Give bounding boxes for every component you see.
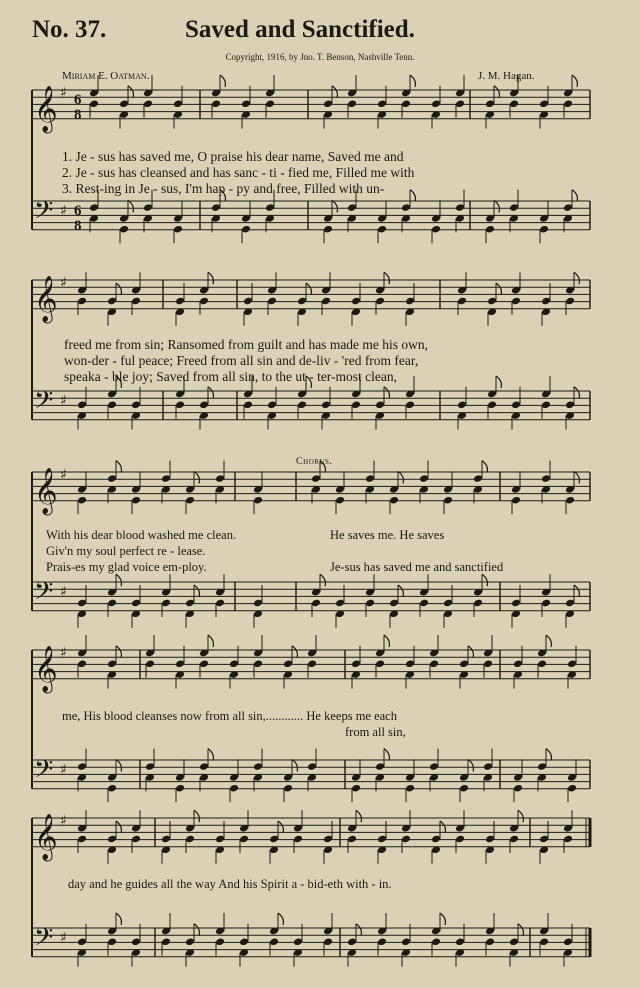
chorus-lyric-line: He saves me. He saves	[330, 528, 445, 542]
note-flag	[384, 749, 389, 761]
sharp-icon: ♯	[60, 813, 67, 829]
time-signature-top: 6	[74, 92, 82, 108]
note-flag	[332, 86, 337, 98]
lyric-line: Giv'n my soul perfect re - lease.	[46, 544, 206, 558]
note-flag	[574, 471, 579, 483]
note-flag	[320, 574, 325, 586]
note-flag	[194, 471, 199, 483]
note-flag	[208, 635, 213, 647]
time-signature-bottom: 8	[74, 218, 82, 234]
note-flag	[440, 821, 445, 833]
note-flag	[116, 913, 121, 925]
note-flag	[410, 190, 415, 202]
hymn-number: No. 37.	[32, 16, 107, 43]
treble-clef-icon: 𝄞	[34, 814, 58, 860]
note-flag	[398, 471, 403, 483]
note-flag	[306, 283, 311, 295]
hymn-title: Saved and Sanctified.	[185, 16, 415, 43]
sharp-icon: ♯	[60, 275, 67, 291]
note-flag	[494, 86, 499, 98]
note-flag	[384, 272, 389, 284]
note-flag	[494, 200, 499, 212]
note-flag	[572, 190, 577, 202]
copyright-line: Copyright, 1916, by Jno. T. Benson, Nashville Tenn.	[225, 52, 415, 62]
sharp-icon: ♯	[60, 930, 67, 946]
note-flag	[292, 759, 297, 771]
note-flag	[384, 387, 389, 399]
note-flag	[410, 75, 415, 87]
note-flag	[194, 924, 199, 936]
sharp-icon: ♯	[60, 467, 67, 483]
time-signature-top: 6	[74, 203, 82, 219]
note-flag	[128, 86, 133, 98]
note-flag	[518, 924, 523, 936]
note-flag	[574, 585, 579, 597]
note-flag	[482, 461, 487, 473]
time-signature-bottom: 8	[74, 107, 82, 123]
sharp-icon: ♯	[60, 584, 67, 600]
note-flag	[116, 461, 121, 473]
note-flag	[292, 646, 297, 658]
note-flag	[116, 821, 121, 833]
lyric-line: me, His blood cleanses now from all sin,............ He keeps me each	[62, 709, 397, 723]
chorus-label: Chorus.	[296, 456, 333, 467]
note-flag	[208, 272, 213, 284]
bass-clef-icon: 𝄢	[34, 755, 54, 790]
note-flag	[356, 924, 361, 936]
treble-clef-icon: 𝄞	[34, 276, 58, 322]
note-flag	[468, 646, 473, 658]
bass-clef-icon: 𝄢	[34, 386, 54, 421]
note-flag	[546, 749, 551, 761]
note-flag	[356, 810, 361, 822]
sharp-icon: ♯	[60, 203, 67, 219]
lyric-line: won-der - ful peace; Freed from all sin and de-liv - 'red from fear,	[64, 353, 419, 368]
note-flag	[278, 913, 283, 925]
note-flag	[116, 646, 121, 658]
note-flag	[546, 635, 551, 647]
sharp-icon: ♯	[60, 645, 67, 661]
note-flag	[398, 585, 403, 597]
note-flag	[574, 272, 579, 284]
treble-clef-icon: 𝄞	[34, 86, 58, 132]
note-flag	[482, 574, 487, 586]
sharp-icon: ♯	[60, 762, 67, 778]
note-flag	[572, 75, 577, 87]
note-flag	[440, 913, 445, 925]
note-flag	[208, 387, 213, 399]
note-flag	[468, 759, 473, 771]
bass-clef-icon: 𝄢	[34, 196, 54, 231]
bass-clef-icon: 𝄢	[34, 577, 54, 612]
note-flag	[194, 810, 199, 822]
lyric-line: freed me from sin; Ransomed from guilt and has made me his own,	[64, 337, 429, 352]
note-flag	[384, 635, 389, 647]
sharp-icon: ♯	[60, 85, 67, 101]
note-flag	[208, 749, 213, 761]
bass-clef-icon: 𝄢	[34, 923, 54, 958]
chorus-lyric-line: Je-sus has saved me and sanctified	[330, 560, 504, 574]
lyric-line: day and he guides all the way And his Spirit a - bid-eth with - in.	[68, 877, 392, 891]
note-flag	[496, 283, 501, 295]
note-flag	[116, 574, 121, 586]
composer-credit: J. M. Hagan.	[478, 70, 535, 82]
lyric-line: With his dear blood washed me clean.	[46, 528, 237, 542]
treble-clef-icon: 𝄞	[34, 646, 58, 692]
lyric-line: 3. Rest-ing in Je - sus, I'm hap - py and free, Filled with un-	[62, 181, 385, 196]
note-flag	[518, 810, 523, 822]
lyricist-credit: Miriam E. Oatman.	[62, 70, 150, 82]
note-flag	[332, 200, 337, 212]
lyric-line: Prais-es my glad voice em-ploy.	[46, 560, 207, 574]
treble-clef-icon: 𝄞	[34, 468, 58, 514]
note-flag	[116, 283, 121, 295]
note-flag	[128, 200, 133, 212]
lyric-line: speaka - ble joy; Saved from all sin, to the ut - ter-most clean,	[64, 369, 398, 384]
lyric-line: 1. Je - sus has saved me, O praise his dear name, Saved me and	[62, 149, 404, 164]
note-flag	[194, 585, 199, 597]
lyric-line: from all sin,	[345, 725, 406, 739]
lyric-line: 2. Je - sus has cleansed and has sanc - ti - fied me, Filled me with	[62, 165, 415, 180]
sharp-icon: ♯	[60, 393, 67, 409]
note-flag	[574, 387, 579, 399]
note-flag	[496, 376, 501, 388]
note-flag	[116, 759, 121, 771]
note-flag	[278, 821, 283, 833]
note-flag	[220, 75, 225, 87]
